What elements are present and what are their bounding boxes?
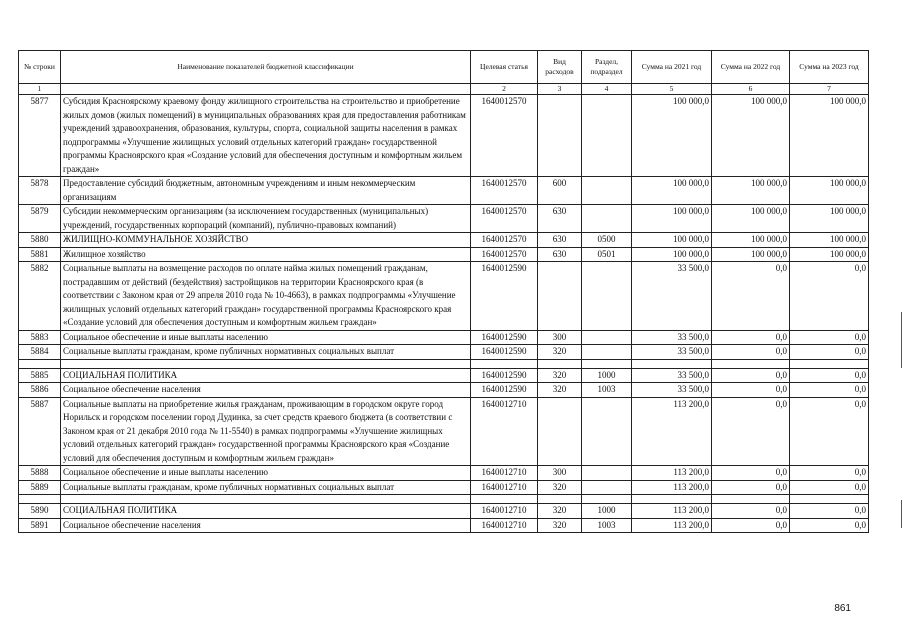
row-name: Социальные выплаты на возмещение расходов по оплате найма жилых помещений гражданам, пострадавшим от действий (бездействия) застройщиков на территории Красноярского края (в соответствии с Законом края от 29 апреля 2010 года № 10-4663), в рамках подпрограммы «Улучшение жилищных условий отдельных категорий граждан» государственной программы Красноярского края «Создание условий для обеспечения доступным и комфортным жильем граждан» xyxy=(61,262,471,331)
table-row xyxy=(19,247,869,262)
row-sum-2021: 113 200,0 xyxy=(632,480,712,495)
table-row xyxy=(19,504,869,519)
row-target: 1640012710 xyxy=(471,480,538,495)
row-target: 1640012590 xyxy=(471,383,538,398)
row-target: 1640012570 xyxy=(471,95,538,177)
row-sum-2022: 0,0 xyxy=(712,480,790,495)
scan-edge-mark xyxy=(901,500,902,528)
row-sum-2022: 100 000,0 xyxy=(712,233,790,248)
row-sum-2021: 33 500,0 xyxy=(632,368,712,383)
row-number: 5888 xyxy=(19,466,61,481)
table-row xyxy=(19,383,869,398)
header-sum-2023: Сумма на 2023 год xyxy=(790,51,869,84)
spacer-cell xyxy=(538,495,582,504)
table-row xyxy=(19,262,869,331)
row-number: 5881 xyxy=(19,247,61,262)
row-sum-2022: 0,0 xyxy=(712,383,790,398)
row-sum-2022: 100 000,0 xyxy=(712,205,790,233)
row-name: Социальное обеспечение населения xyxy=(61,383,471,398)
row-sum-2021: 33 500,0 xyxy=(632,345,712,360)
row-sum-2023: 0,0 xyxy=(790,383,869,398)
colnum-6: 6 xyxy=(712,84,790,95)
row-target: 1640012710 xyxy=(471,504,538,519)
row-kind: 320 xyxy=(538,480,582,495)
row-sum-2022: 100 000,0 xyxy=(712,247,790,262)
row-name: Субсидии некоммерческим организациям (за исключением государственных (муниципальных) учреждений, государственных корпораций (компаний), публично-правовых компаний) xyxy=(61,205,471,233)
row-number: 5878 xyxy=(19,177,61,205)
table-row xyxy=(19,397,869,466)
row-number: 5889 xyxy=(19,480,61,495)
row-number: 5887 xyxy=(19,397,61,466)
table-row xyxy=(19,466,869,481)
row-sum-2021: 113 200,0 xyxy=(632,466,712,481)
row-section xyxy=(582,397,632,466)
spacer-cell xyxy=(712,359,790,368)
row-sum-2023: 0,0 xyxy=(790,480,869,495)
colnum-1b xyxy=(61,84,471,95)
spacer-row xyxy=(19,359,869,368)
row-target: 1640012590 xyxy=(471,345,538,360)
row-sum-2023: 0,0 xyxy=(790,330,869,345)
row-sum-2022: 0,0 xyxy=(712,518,790,533)
row-sum-2023: 0,0 xyxy=(790,262,869,331)
table-body xyxy=(19,95,869,533)
row-sum-2021: 33 500,0 xyxy=(632,262,712,331)
row-number: 5886 xyxy=(19,383,61,398)
row-number: 5880 xyxy=(19,233,61,248)
column-number-row xyxy=(19,84,869,95)
row-name: Социальное обеспечение населения xyxy=(61,518,471,533)
row-sum-2022: 0,0 xyxy=(712,345,790,360)
row-kind: 320 xyxy=(538,504,582,519)
row-target: 1640012590 xyxy=(471,368,538,383)
table-row xyxy=(19,330,869,345)
header-sum-2022: Сумма на 2022 год xyxy=(712,51,790,84)
row-sum-2022: 0,0 xyxy=(712,504,790,519)
row-target: 1640012710 xyxy=(471,466,538,481)
spacer-cell xyxy=(471,495,538,504)
row-kind: 600 xyxy=(538,177,582,205)
colnum-2: 2 xyxy=(471,84,538,95)
table-row xyxy=(19,233,869,248)
row-name: Социальное обеспечение и иные выплаты населению xyxy=(61,330,471,345)
row-sum-2021: 100 000,0 xyxy=(632,205,712,233)
row-section: 1003 xyxy=(582,383,632,398)
row-target: 1640012710 xyxy=(471,518,538,533)
row-target: 1640012570 xyxy=(471,233,538,248)
row-sum-2021: 33 500,0 xyxy=(632,330,712,345)
row-name: Социальное обеспечение и иные выплаты населению xyxy=(61,466,471,481)
row-kind: 630 xyxy=(538,205,582,233)
row-sum-2021: 100 000,0 xyxy=(632,177,712,205)
row-kind: 320 xyxy=(538,368,582,383)
row-sum-2023: 0,0 xyxy=(790,345,869,360)
row-kind: 300 xyxy=(538,330,582,345)
row-sum-2023: 100 000,0 xyxy=(790,177,869,205)
row-sum-2021: 113 200,0 xyxy=(632,518,712,533)
row-section: 1003 xyxy=(582,518,632,533)
row-sum-2021: 113 200,0 xyxy=(632,397,712,466)
row-sum-2023: 0,0 xyxy=(790,397,869,466)
scan-edge-mark xyxy=(901,312,902,368)
row-kind: 320 xyxy=(538,383,582,398)
spacer-cell xyxy=(632,359,712,368)
row-sum-2021: 100 000,0 xyxy=(632,95,712,177)
row-target: 1640012570 xyxy=(471,177,538,205)
row-sum-2023: 100 000,0 xyxy=(790,95,869,177)
row-target: 1640012590 xyxy=(471,262,538,331)
row-sum-2023: 0,0 xyxy=(790,368,869,383)
row-sum-2021: 100 000,0 xyxy=(632,247,712,262)
spacer-cell xyxy=(19,359,61,368)
row-sum-2021: 100 000,0 xyxy=(632,233,712,248)
header-name: Наименование показателей бюджетной классификации xyxy=(61,51,471,84)
row-sum-2023: 0,0 xyxy=(790,504,869,519)
spacer-cell xyxy=(712,495,790,504)
row-sum-2022: 0,0 xyxy=(712,397,790,466)
row-sum-2022: 0,0 xyxy=(712,262,790,331)
row-sum-2023: 100 000,0 xyxy=(790,247,869,262)
table-row xyxy=(19,205,869,233)
colnum-4: 4 xyxy=(582,84,632,95)
row-section: 1000 xyxy=(582,504,632,519)
row-sum-2023: 100 000,0 xyxy=(790,233,869,248)
row-number: 5885 xyxy=(19,368,61,383)
row-kind xyxy=(538,95,582,177)
row-section xyxy=(582,95,632,177)
header-row-no: № строки xyxy=(19,51,61,84)
colnum-1: 1 xyxy=(19,84,61,95)
row-number: 5882 xyxy=(19,262,61,331)
row-sum-2022: 0,0 xyxy=(712,330,790,345)
row-kind xyxy=(538,397,582,466)
spacer-cell xyxy=(471,359,538,368)
row-sum-2022: 0,0 xyxy=(712,368,790,383)
row-number: 5884 xyxy=(19,345,61,360)
spacer-cell xyxy=(632,495,712,504)
row-section: 1000 xyxy=(582,368,632,383)
row-section xyxy=(582,466,632,481)
row-kind: 300 xyxy=(538,466,582,481)
row-name: СОЦИАЛЬНАЯ ПОЛИТИКА xyxy=(61,504,471,519)
row-section xyxy=(582,177,632,205)
budget-table xyxy=(18,50,869,533)
row-kind: 320 xyxy=(538,345,582,360)
row-number: 5891 xyxy=(19,518,61,533)
row-section xyxy=(582,330,632,345)
table-row xyxy=(19,95,869,177)
row-section xyxy=(582,345,632,360)
header-row xyxy=(19,51,869,84)
spacer-row xyxy=(19,495,869,504)
row-name: Субсидия Красноярскому краевому фонду жилищного строительства на строительство и приобретение жилых домов (жилых помещений) в муниципальных образованиях края для предоставления работникам учреждений здравоохранения, образования, культуры, спорта, социальной защиты населения в рамках подпрограммы «Улучшение жилищных условий отдельных категорий граждан» государственной программы Красноярского края «Создание условий для обеспечения доступным и комфортным жильем граждан» xyxy=(61,95,471,177)
row-sum-2023: 0,0 xyxy=(790,518,869,533)
row-name: Социальные выплаты на приобретение жилья гражданам, проживающим в городском округе город Норильск и городском поселении город Дудинка, за счет средств краевого бюджета (в соответствии с Законом края от 21 декабря 2010 года № 11-5540) в рамках подпрограммы «Улучшение жилищных условий отдельных категорий граждан» государственной программы Красноярского края «Создание условий для обеспечения доступным и комфортным жильем граждан» xyxy=(61,397,471,466)
row-kind: 630 xyxy=(538,247,582,262)
page-number: 861 xyxy=(834,603,851,614)
header-sum-2021: Сумма на 2021 год xyxy=(632,51,712,84)
header-section: Раздел, подраздел xyxy=(582,51,632,84)
row-name: Жилищное хозяйство xyxy=(61,247,471,262)
row-section xyxy=(582,205,632,233)
row-section xyxy=(582,262,632,331)
row-sum-2023: 0,0 xyxy=(790,466,869,481)
row-section: 0500 xyxy=(582,233,632,248)
row-kind: 630 xyxy=(538,233,582,248)
row-name: ЖИЛИЩНО-КОММУНАЛЬНОЕ ХОЗЯЙСТВО xyxy=(61,233,471,248)
spacer-cell xyxy=(61,495,471,504)
row-section: 0501 xyxy=(582,247,632,262)
row-name: СОЦИАЛЬНАЯ ПОЛИТИКА xyxy=(61,368,471,383)
colnum-5: 5 xyxy=(632,84,712,95)
table-row xyxy=(19,518,869,533)
colnum-7: 7 xyxy=(790,84,869,95)
row-target: 1640012570 xyxy=(471,247,538,262)
table-row xyxy=(19,480,869,495)
row-sum-2021: 113 200,0 xyxy=(632,504,712,519)
table-row xyxy=(19,177,869,205)
spacer-cell xyxy=(61,359,471,368)
row-kind: 320 xyxy=(538,518,582,533)
row-target: 1640012590 xyxy=(471,330,538,345)
table-row xyxy=(19,345,869,360)
row-sum-2022: 100 000,0 xyxy=(712,95,790,177)
row-kind xyxy=(538,262,582,331)
spacer-cell xyxy=(790,359,869,368)
header-target: Целевая статья xyxy=(471,51,538,84)
row-number: 5890 xyxy=(19,504,61,519)
row-target: 1640012570 xyxy=(471,205,538,233)
header-kind: Вид расходов xyxy=(538,51,582,84)
table-row xyxy=(19,368,869,383)
row-number: 5883 xyxy=(19,330,61,345)
row-number: 5879 xyxy=(19,205,61,233)
row-name: Предоставление субсидий бюджетным, автономным учреждениям и иным некоммерческим организациям xyxy=(61,177,471,205)
row-sum-2023: 100 000,0 xyxy=(790,205,869,233)
row-sum-2021: 33 500,0 xyxy=(632,383,712,398)
spacer-cell xyxy=(790,495,869,504)
colnum-3: 3 xyxy=(538,84,582,95)
row-section xyxy=(582,480,632,495)
row-name: Социальные выплаты гражданам, кроме публичных нормативных социальных выплат xyxy=(61,480,471,495)
row-sum-2022: 100 000,0 xyxy=(712,177,790,205)
row-number: 5877 xyxy=(19,95,61,177)
spacer-cell xyxy=(19,495,61,504)
spacer-cell xyxy=(582,495,632,504)
spacer-cell xyxy=(582,359,632,368)
row-sum-2022: 0,0 xyxy=(712,466,790,481)
spacer-cell xyxy=(538,359,582,368)
row-target: 1640012710 xyxy=(471,397,538,466)
row-name: Социальные выплаты гражданам, кроме публичных нормативных социальных выплат xyxy=(61,345,471,360)
